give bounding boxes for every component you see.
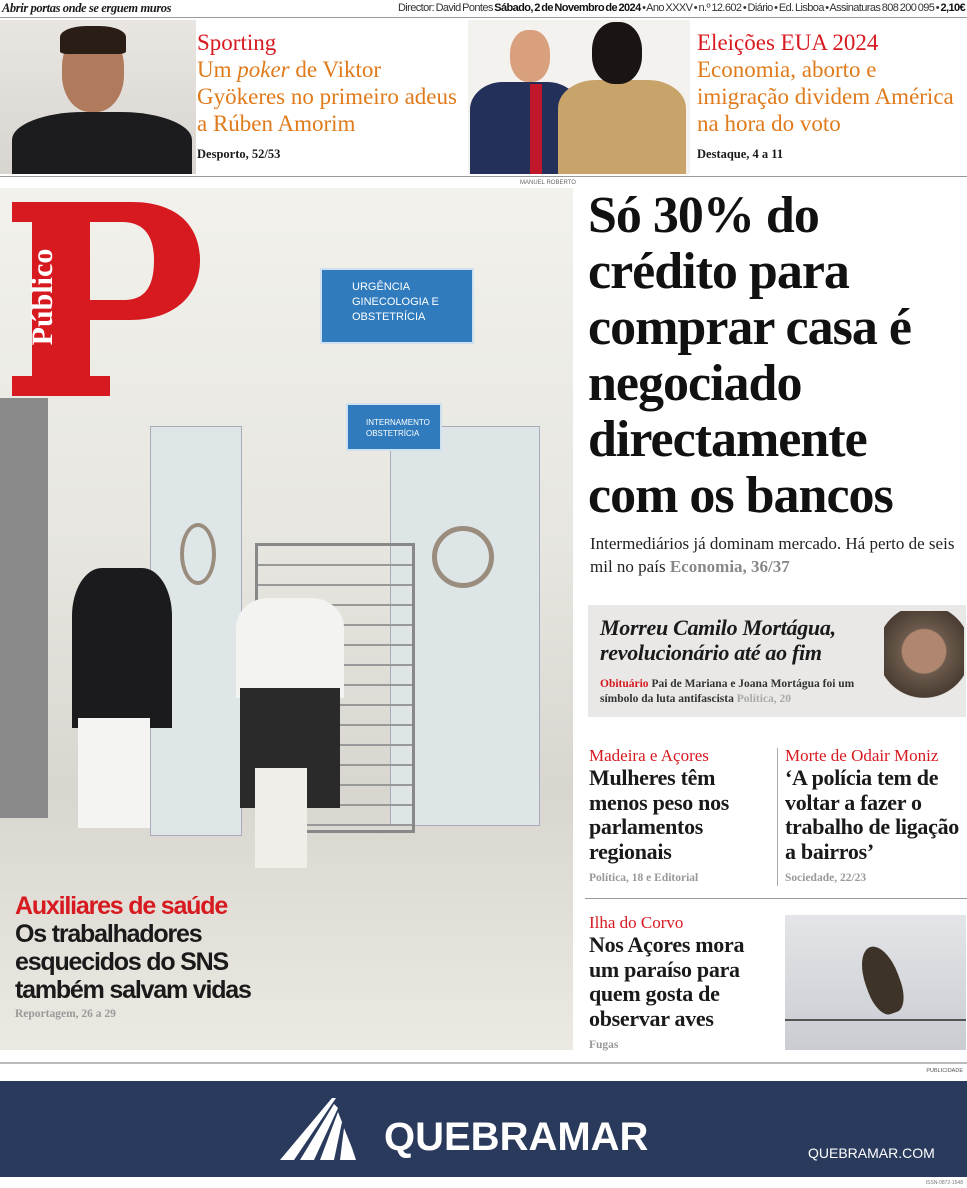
amorim-photo <box>0 20 196 174</box>
obituary-headline: Morreu Camilo Mortágua, revolucionário até ao fim <box>600 615 836 665</box>
quebramar-ad[interactable] <box>0 1081 967 1177</box>
cover-story[interactable] <box>15 892 315 1020</box>
trump-harris-photo <box>468 20 690 174</box>
logo-name: Público <box>26 248 59 346</box>
teaser-kicker: Eleições EUA 2024 <box>697 30 879 55</box>
masthead-info <box>398 0 965 17</box>
price: 2,10€ <box>940 2 965 14</box>
teaser-headline: Um poker de Viktor Gyökeres no primeiro adeus a Rúben Amorim <box>197 57 457 136</box>
story-ref: Política, 18 e Editorial <box>589 872 699 884</box>
divider <box>0 1062 967 1064</box>
teaser-kicker: Sporting <box>197 30 277 55</box>
obituary-text: Obituário Pai de Mariana e Joana Mortágua foi um símbolo da luta antifascista Política, 20 <box>600 678 855 705</box>
story-madeira[interactable] <box>589 745 771 884</box>
bird-photo <box>785 915 966 1050</box>
hospital-photo[interactable] <box>0 188 573 1050</box>
mortagua-photo <box>884 611 964 717</box>
lead-headline[interactable]: Só 30% do crédito para comprar casa é negociado directamente com os bancos <box>588 187 911 524</box>
story-kicker: Morte de Odair Moniz <box>785 746 939 765</box>
sign-urgencia: URGÊNCIA GINECOLOGIA E OBSTETRÍCIA <box>320 268 474 344</box>
lead-ref: Economia, 36/37 <box>669 557 790 576</box>
teaser-sporting[interactable] <box>197 30 462 162</box>
lead-dek: Intermediários já dominam mercado. Há perto de seis mil no país Economia, 36/37 <box>590 534 955 576</box>
logo-publico <box>12 198 202 403</box>
divider <box>777 748 778 886</box>
teaser-ref: Desporto, 52/53 <box>197 147 281 161</box>
story-corvo[interactable] <box>589 912 779 1051</box>
ad-label: PUBLICIDADE <box>926 1068 963 1074</box>
story-kicker: Madeira e Açores <box>589 746 709 765</box>
story-ref: Sociedade, 22/23 <box>785 872 867 884</box>
ad-brand: QUEBRAMAR <box>384 1115 649 1159</box>
issue-info: • Ano XXXV • n.º 12.602 • Diário • Ed. Lisboa • Assinaturas 808 200 095 • <box>642 2 939 14</box>
cover-kicker: Auxiliares de saúde <box>15 892 228 920</box>
top-bar <box>0 0 967 18</box>
issn: ISSN-0872-1548 <box>925 1180 963 1186</box>
quebramar-logo-icon <box>280 1098 362 1160</box>
teaser-headline: Economia, aborto e imigração dividem América na hora do voto <box>697 57 954 136</box>
teaser-elections[interactable] <box>697 30 967 162</box>
teaser-ref: Destaque, 4 a 11 <box>697 147 784 161</box>
date: Sábado, 2 de Novembro de 2024 <box>494 2 641 14</box>
story-headline: Nos Açores mora um paraíso para quem gosta de observar aves <box>589 932 745 1031</box>
divider <box>0 176 967 177</box>
director: Director: David Pontes <box>397 2 493 14</box>
cover-ref: Reportagem, 26 a 29 <box>15 1008 116 1020</box>
story-ref: Fugas <box>589 1039 619 1051</box>
ad-url[interactable]: QUEBRAMAR.COM <box>808 1145 935 1161</box>
divider <box>585 898 967 899</box>
cover-headline: Os trabalhadores esquecidos do SNS também salvam vidas <box>15 920 251 1004</box>
sign-internamento: INTERNAMENTO OBSTETRÍCIA <box>346 403 442 451</box>
story-headline: ‘A polícia tem de voltar a fazer o trabalho de ligação a bairros’ <box>785 765 959 864</box>
story-kicker: Ilha do Corvo <box>589 913 684 932</box>
story-odair[interactable] <box>785 745 966 884</box>
photo-credit: MANUEL ROBERTO <box>520 180 576 186</box>
obituary-box[interactable] <box>588 605 966 717</box>
motto: Abrir portas onde se erguem muros <box>2 1 172 15</box>
story-headline: Mulheres têm menos peso nos parlamentos regionais <box>589 765 730 864</box>
